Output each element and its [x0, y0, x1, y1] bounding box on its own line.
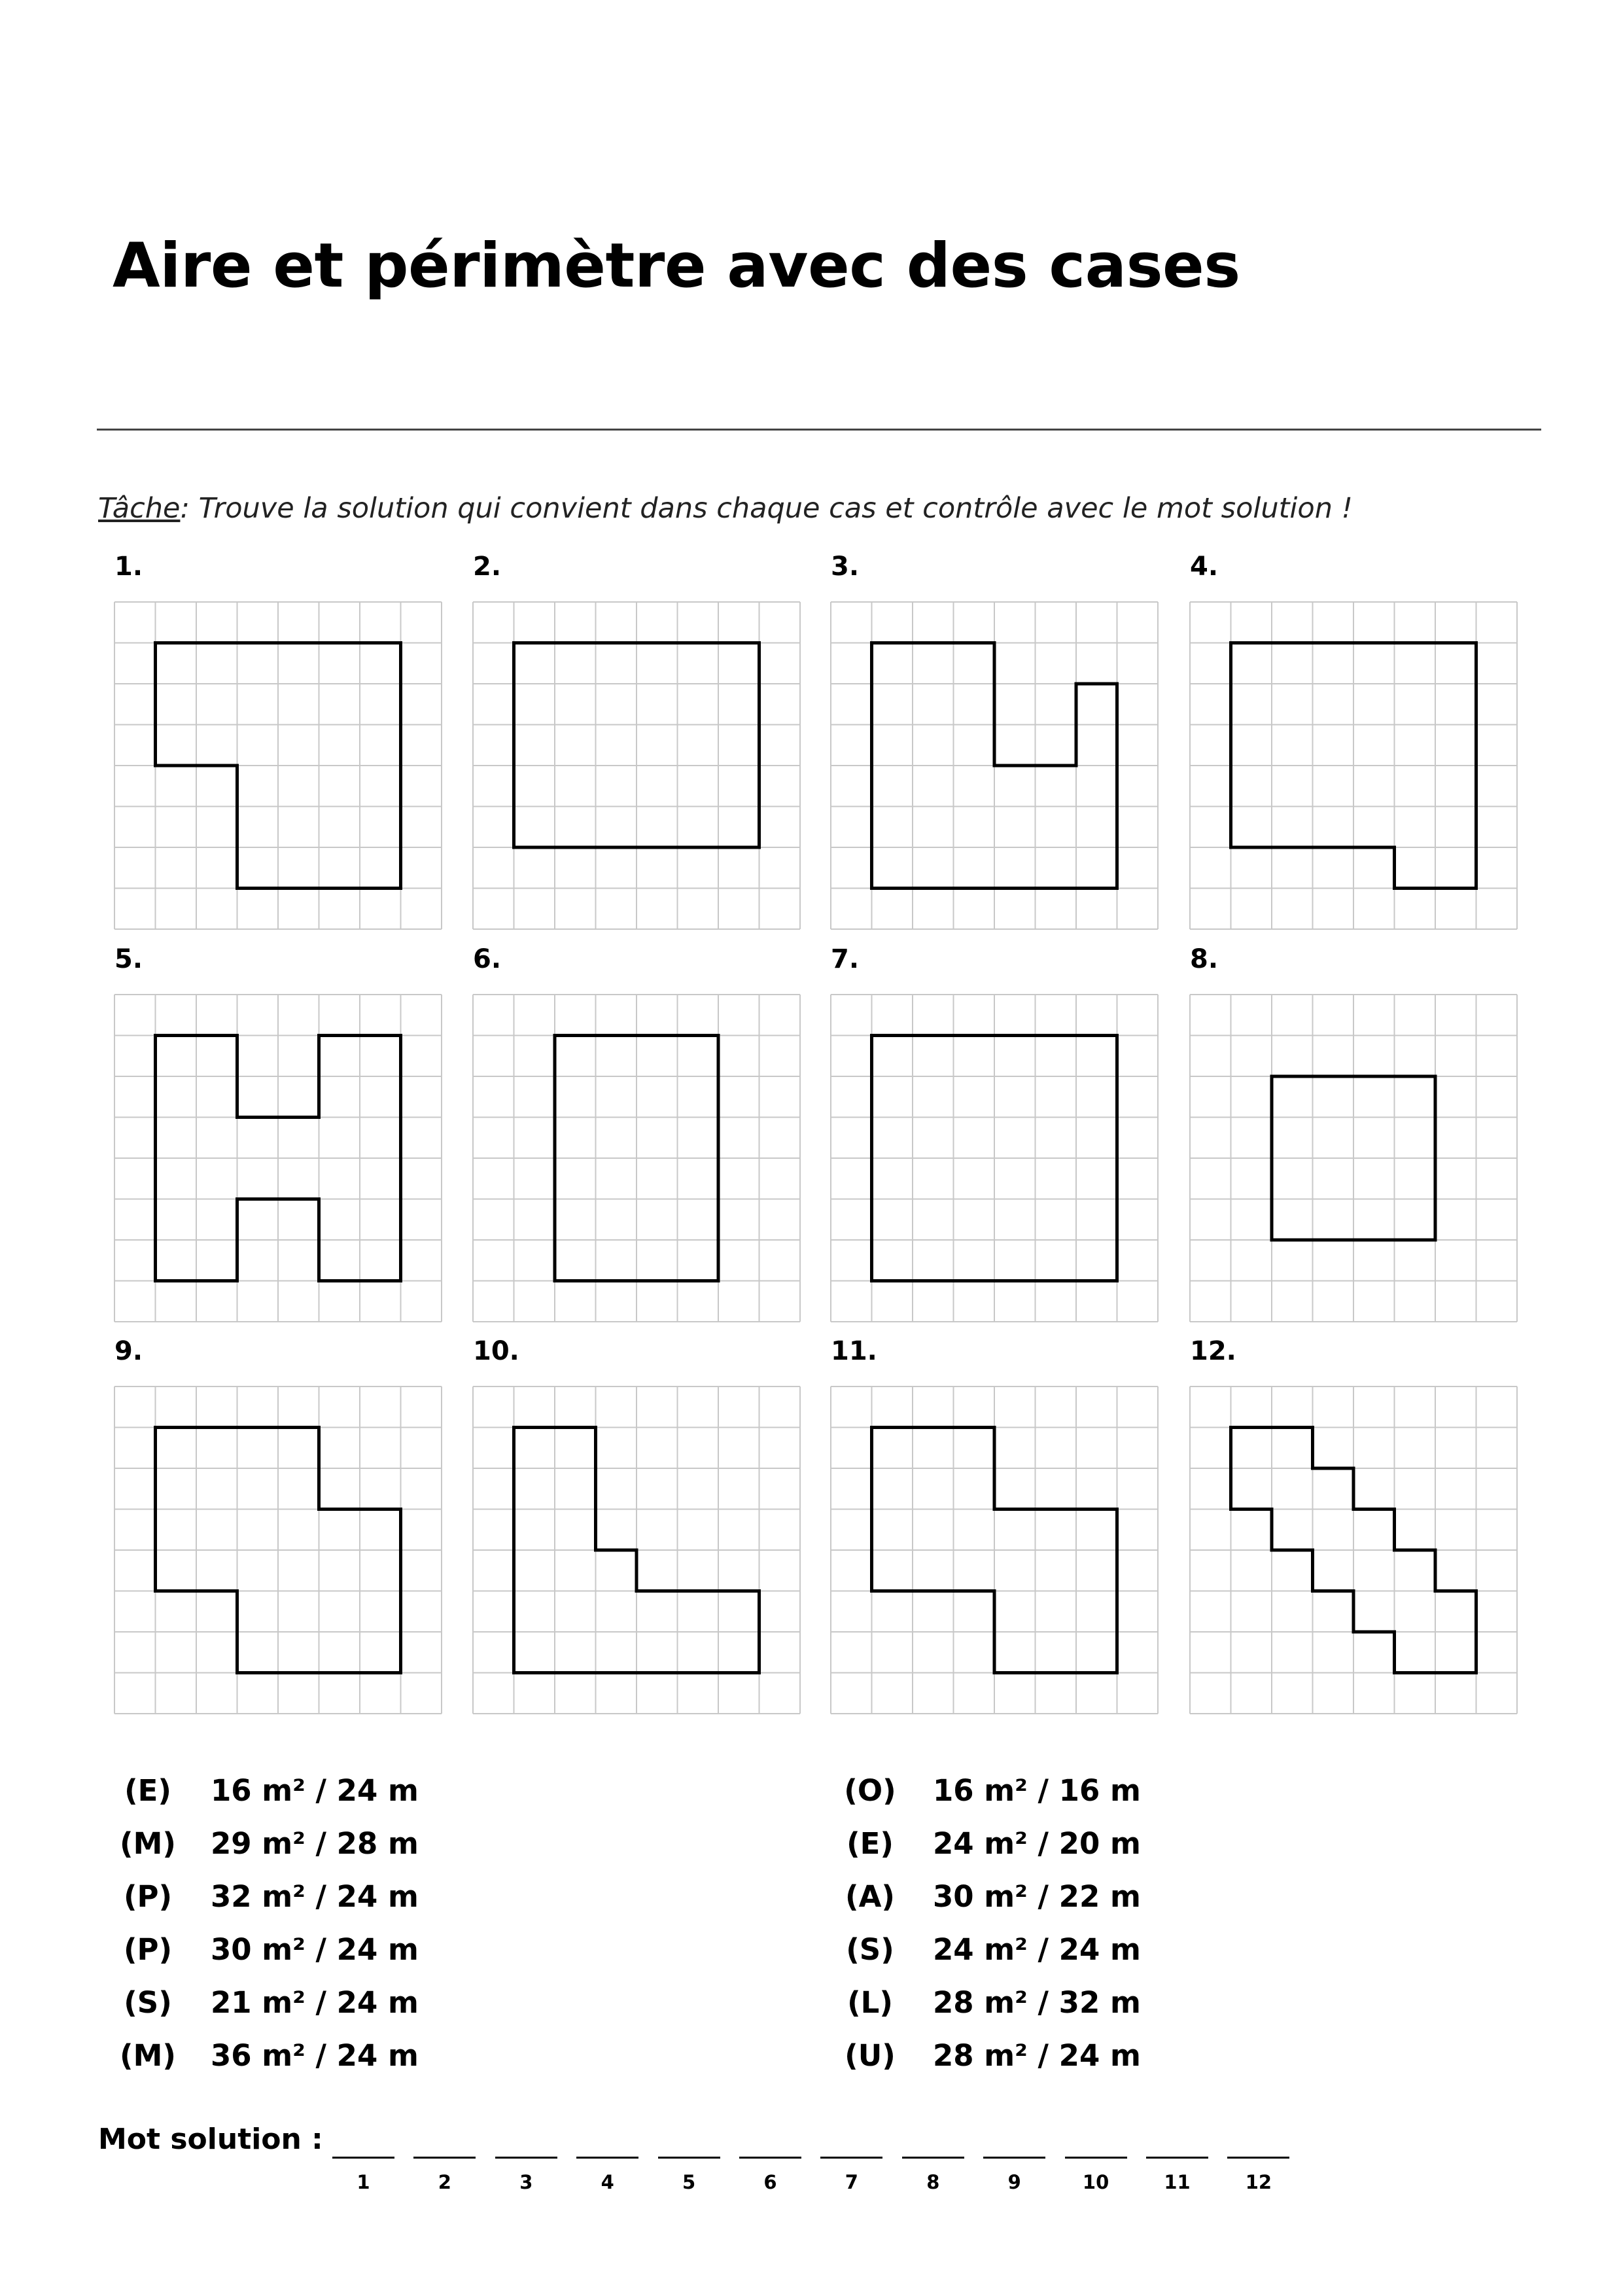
letter-blank[interactable] — [902, 2157, 964, 2159]
blank-number: 4 — [601, 2171, 614, 2193]
figure-number: 12. — [1190, 1336, 1236, 1366]
blank-number: 9 — [1007, 2171, 1021, 2193]
letter-blank[interactable] — [1146, 2157, 1208, 2159]
figure-number: 1. — [114, 552, 143, 582]
answer-code: (P) — [123, 1879, 173, 1914]
square-grid — [472, 1386, 801, 1714]
square-grid — [114, 1386, 442, 1714]
square-grid — [114, 601, 442, 930]
letter-blank[interactable] — [495, 2157, 557, 2159]
answer-code: (P) — [123, 1932, 173, 1967]
letter-blank[interactable] — [658, 2157, 720, 2159]
figure-number: 8. — [1190, 944, 1219, 974]
answer-value: 24 m² / 24 m — [933, 1932, 1141, 1967]
answer-code: (E) — [124, 1773, 171, 1808]
answer-code: (L) — [847, 1985, 893, 2020]
answer-value: 21 m² / 24 m — [211, 1985, 419, 2020]
answer-value: 30 m² / 22 m — [933, 1879, 1141, 1914]
figure-number: 6. — [473, 944, 502, 974]
square-grid — [830, 994, 1159, 1322]
blank-number: 7 — [845, 2171, 858, 2193]
answer-code: (M) — [120, 1826, 176, 1861]
figure-number: 2. — [473, 552, 502, 582]
task-instruction — [98, 492, 1353, 525]
letter-blank[interactable] — [739, 2157, 801, 2159]
figure-number: 4. — [1190, 552, 1219, 582]
title-divider — [97, 429, 1541, 431]
blank-number: 8 — [926, 2171, 940, 2193]
blank-number: 11 — [1164, 2171, 1191, 2193]
answer-value: 36 m² / 24 m — [211, 2038, 419, 2073]
answer-value: 29 m² / 28 m — [211, 1826, 419, 1861]
square-grid — [472, 601, 801, 930]
answer-code: (S) — [846, 1932, 894, 1967]
blank-number: 2 — [438, 2171, 451, 2193]
answer-value: 16 m² / 16 m — [933, 1773, 1141, 1808]
blank-number: 5 — [682, 2171, 696, 2193]
answer-value: 28 m² / 24 m — [933, 2038, 1141, 2073]
answer-code: (O) — [844, 1773, 896, 1808]
task-label: Tâche — [98, 492, 181, 525]
answer-code: (E) — [846, 1826, 894, 1861]
figure-number: 5. — [114, 944, 143, 974]
answer-code: (A) — [845, 1879, 895, 1914]
answer-code: (M) — [120, 2038, 176, 2073]
blank-number: 1 — [357, 2171, 370, 2193]
blank-number: 10 — [1082, 2171, 1109, 2193]
figure-number: 11. — [831, 1336, 877, 1366]
answer-value: 32 m² / 24 m — [211, 1879, 419, 1914]
square-grid — [830, 1386, 1159, 1714]
answer-code: (U) — [845, 2038, 896, 2073]
square-grid — [830, 601, 1159, 930]
letter-blank[interactable] — [983, 2157, 1045, 2159]
square-grid — [1189, 1386, 1518, 1714]
figure-number: 3. — [831, 552, 860, 582]
letter-blank[interactable] — [1227, 2157, 1289, 2159]
answer-value: 30 m² / 24 m — [211, 1932, 419, 1967]
blank-number: 3 — [519, 2171, 533, 2193]
blank-number: 6 — [763, 2171, 777, 2193]
answer-value: 16 m² / 24 m — [211, 1773, 419, 1808]
square-grid — [114, 994, 442, 1322]
answer-code: (S) — [124, 1985, 172, 2020]
blank-number: 12 — [1245, 2171, 1272, 2193]
figure-number: 7. — [831, 944, 860, 974]
page-title: Aire et périmètre avec des cases — [113, 230, 1240, 302]
solution-word-label: Mot solution : — [98, 2123, 323, 2156]
letter-blank[interactable] — [576, 2157, 638, 2159]
answer-value: 24 m² / 20 m — [933, 1826, 1141, 1861]
figure-number: 9. — [114, 1336, 143, 1366]
figure-number: 10. — [473, 1336, 519, 1366]
square-grid — [472, 994, 801, 1322]
answer-value: 28 m² / 32 m — [933, 1985, 1141, 2020]
letter-blank[interactable] — [413, 2157, 476, 2159]
letter-blank[interactable] — [820, 2157, 882, 2159]
letter-blank[interactable] — [332, 2157, 394, 2159]
letter-blank[interactable] — [1065, 2157, 1127, 2159]
square-grid — [1189, 601, 1518, 930]
task-text: : Trouve la solution qui convient dans chaque cas et contrôle avec le mot solution ! — [180, 492, 1353, 525]
square-grid — [1189, 994, 1518, 1322]
